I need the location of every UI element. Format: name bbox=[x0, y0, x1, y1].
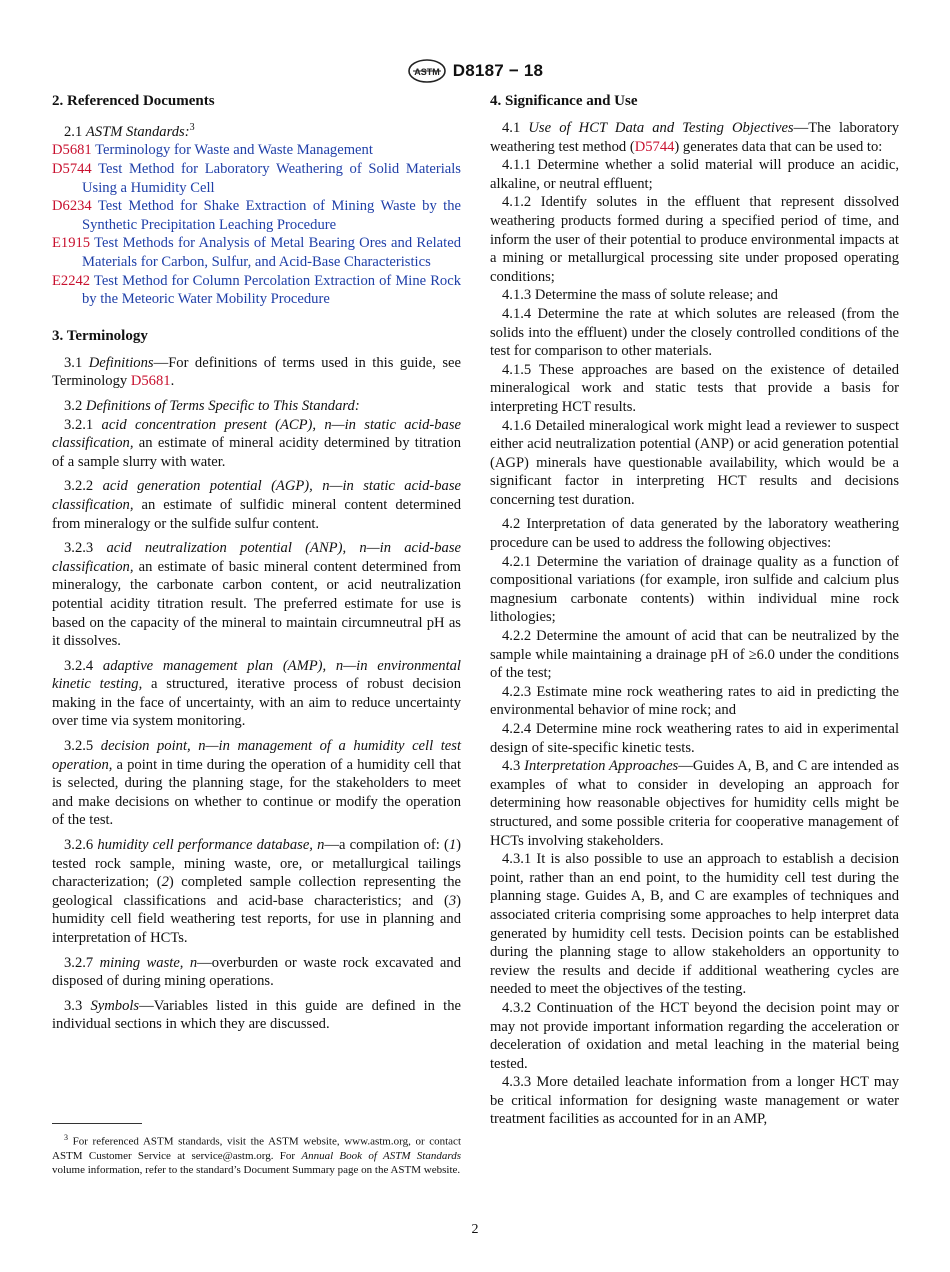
footnote-divider bbox=[52, 1123, 142, 1124]
reference-e2242 bbox=[52, 272, 461, 309]
ref-code-link[interactable]: E2242 bbox=[52, 272, 91, 289]
item-4-3-1: 4.3.1 It is also possible to use an approach to establish a decision point, rather than an end point, to the humidity cell test during the planning stage. Guides A, B, and C are examples of techniques and associated criteria comprising some approaches to help interpret data generated by humidity cell tests. Decision points can be established during the planning stage to allow stakeholders an opportunity to review the results and decide if additional weathering cycles are needed to meet the objectives of the testing. bbox=[490, 851, 899, 998]
para-3-3: 3.3 Symbols—Variables listed in this guide are defined in the individual sections in which they are discussed. bbox=[52, 997, 461, 1033]
definition-3-2-3: 3.2.3 acid neutralization potential (ANP), n—in acid-base classification, an estimate of basic mineral content determined from mineralogy, the carbonate carbon content, or acid neutralization potential acidity titration result. The preferred estimate for use is based on the capacity of the mineral to maintain circumneutral pH as it dissolves. bbox=[52, 540, 462, 650]
section-3-title: 3. Terminology bbox=[52, 327, 148, 344]
para-4-3: 4.3 Interpretation Approaches—Guides A, B, and C are intended as examples of what to consider in developing an approach for determining how reasonable objectives for humidity cells might be structured, and some possible criteria for cooperative management of HCTs involving stakeholders. bbox=[490, 758, 899, 849]
left-column bbox=[52, 92, 461, 1034]
reference-e1915 bbox=[52, 234, 461, 271]
ref-title-link[interactable]: Test Method for Shake Extraction of Mining Waste by the Synthetic Precipitation Leaching Procedure bbox=[82, 198, 461, 233]
svg-text:ASTM: ASTM bbox=[414, 67, 440, 77]
ref-code-link[interactable]: D5681 bbox=[52, 142, 92, 159]
definition-3-2-5: 3.2.5 decision point, n—in management of a humidity cell test operation, a point in time during the operation of a humidity cell that is selected, during the planning stage, for the stakeholders to meet and make decisions on whether to continue or modify the operation of the test. bbox=[52, 738, 461, 829]
para-3-1: 3.1 Definitions—For definitions of terms used in this guide, see Terminology D5681. bbox=[52, 354, 462, 390]
right-column bbox=[490, 92, 899, 1129]
para-4-1: 4.1 Use of HCT Data and Testing Objectives—The laboratory weathering test method (D5744) generates data that can be used to: bbox=[490, 120, 899, 155]
item-4-2-2: 4.2.2 Determine the amount of acid that can be neutralized by the sample while maintaining a drainage pH of ≥6.0 under the conditions of the test; bbox=[490, 628, 899, 682]
page-header bbox=[0, 58, 950, 84]
ref-title-link[interactable]: Terminology for Waste and Waste Management bbox=[95, 142, 373, 159]
definition-3-2-2: 3.2.2 acid generation potential (AGP), n—in static acid-base classification, an estimate of sulfidic mineral content determined from mineralogy or the sulfide sulfur content. bbox=[52, 478, 462, 532]
ref-title-link[interactable]: Test Methods for Analysis of Metal Bearing Ores and Related Materials for Carbon, Sulfur, and Acid-Base Characteristics bbox=[82, 235, 461, 271]
definition-3-2-7: 3.2.7 mining waste, n—overburden or waste rock excavated and disposed of during mining operations. bbox=[52, 954, 462, 990]
para-3-2: 3.2 Definitions of Terms Specific to This Standard: bbox=[64, 397, 360, 414]
ref-code-link[interactable]: E1915 bbox=[52, 235, 91, 252]
item-4-1-5: 4.1.5 These approaches are based on the existence of detailed mineralogical work and static tests that provide a basis for interpreting HCT results. bbox=[490, 361, 899, 415]
item-4-1-3: 4.1.3 Determine the mass of solute release; and bbox=[502, 287, 778, 304]
footnote-3: $^3$ For referenced ASTM standards, visit the ASTM website, www.astm.org, or contact ASTM Customer Service at service@astm.org. For Annual Book of ASTM Standards volume information, refer to the standard’s Document Summary page on the ASTM website. bbox=[52, 1133, 461, 1177]
astm-logo-icon bbox=[407, 58, 447, 84]
item-4-1-6: 4.1.6 Detailed mineralogical work might lead a reviewer to suspect either acid neutralization potential (ANP) or acid generation potential (AGP) minerals have questionable availability, which would be a significant factor in interpreting HCT results and decisions concerning test duration. bbox=[490, 417, 899, 508]
d5744-link[interactable]: D5744 bbox=[634, 138, 675, 155]
item-4-1-2: 4.1.2 Identify solutes in the effluent that represent dissolved weathering products formed during a specified period of time, and inform the user of their potential to produce environmental impacts at a mining or metallurgical processing site under proposed operating conditions; bbox=[490, 194, 899, 285]
ref-code-link[interactable]: D5744 bbox=[52, 161, 92, 178]
ref-code-link[interactable]: D6234 bbox=[52, 198, 92, 215]
definition-3-2-1: 3.2.1 acid concentration present (ACP), n—in static acid-base classification, an estimate of mineral acidity determined by titration of a sample slurry with water. bbox=[52, 416, 461, 470]
reference-d6234 bbox=[52, 197, 461, 234]
ref-title-link[interactable]: Test Method for Column Percolation Extraction of Mine Rock by the Meteoric Water Mobility Procedure bbox=[82, 272, 461, 308]
page-number: 2 bbox=[471, 1222, 479, 1237]
item-4-2-3: 4.2.3 Estimate mine rock weathering rates to aid in predicting the environmental behavior of mine rock; and bbox=[490, 683, 899, 719]
document-id: D8187 − 18 bbox=[452, 61, 544, 80]
reference-d5744 bbox=[52, 160, 461, 197]
item-4-2-4: 4.2.4 Determine mine rock weathering rates to aid in experimental design of site-specific kinetic tests. bbox=[490, 721, 899, 756]
ref-title-link[interactable]: Test Method for Laboratory Weathering of Solid Materials Using a Humidity Cell bbox=[82, 161, 461, 196]
section-4-title: 4. Significance and Use bbox=[490, 93, 638, 109]
para-4-2: 4.2 Interpretation of data generated by the laboratory weathering procedure can be used to address the following objectives: bbox=[490, 516, 899, 552]
item-4-3-2: 4.3.2 Continuation of the HCT beyond the decision point may or may not provide important information regarding the acceleration or deceleration of oxidation and metal leaching in the material being tested. bbox=[490, 999, 899, 1072]
definition-3-2-4: 3.2.4 adaptive management plan (AMP), n—in environmental kinetic testing, a structured, iterative process of robust decision making in the face of uncertainty, with an aim to reduce uncertainty over time via system monitoring. bbox=[52, 657, 461, 730]
section-2-title: 2. Referenced Documents bbox=[52, 93, 215, 109]
terminology-link[interactable]: D5681 bbox=[130, 373, 171, 390]
definition-3-2-6: 3.2.6 humidity cell performance database, n—a compilation of: (1) tested rock sample, mining waste, ore, or metallurgical tailings characterization; (2) completed sample collection representing the geological classifications and acid-base characteristics; and (3) humidity cell field weathering test reports, for use in planning and interpretation of HCTs. bbox=[52, 837, 461, 947]
reference-d5681 bbox=[52, 141, 461, 160]
item-4-1-4: 4.1.4 Determine the rate at which solutes are released (from the solids into the effluent) under the closely controlled conditions of the test for comparison to other materials. bbox=[490, 305, 899, 360]
item-4-2-1: 4.2.1 Determine the variation of drainage quality as a function of compositional variations (for example, iron sulfide and calcium plus magnesium carbonate contents) within individual mine rock lithologies; bbox=[490, 553, 899, 626]
item-4-1-1: 4.1.1 Determine whether a solid material will produce an acidic, alkaline, or neutral effluent; bbox=[490, 157, 899, 192]
para-2-1: 2.1 ASTM Standards:$^3$ bbox=[64, 122, 195, 140]
item-4-3-3: 4.3.3 More detailed leachate information from a longer HCT may be critical information for designing waste management or water treatment facilities as accounted for in an AMP, bbox=[490, 1074, 899, 1128]
